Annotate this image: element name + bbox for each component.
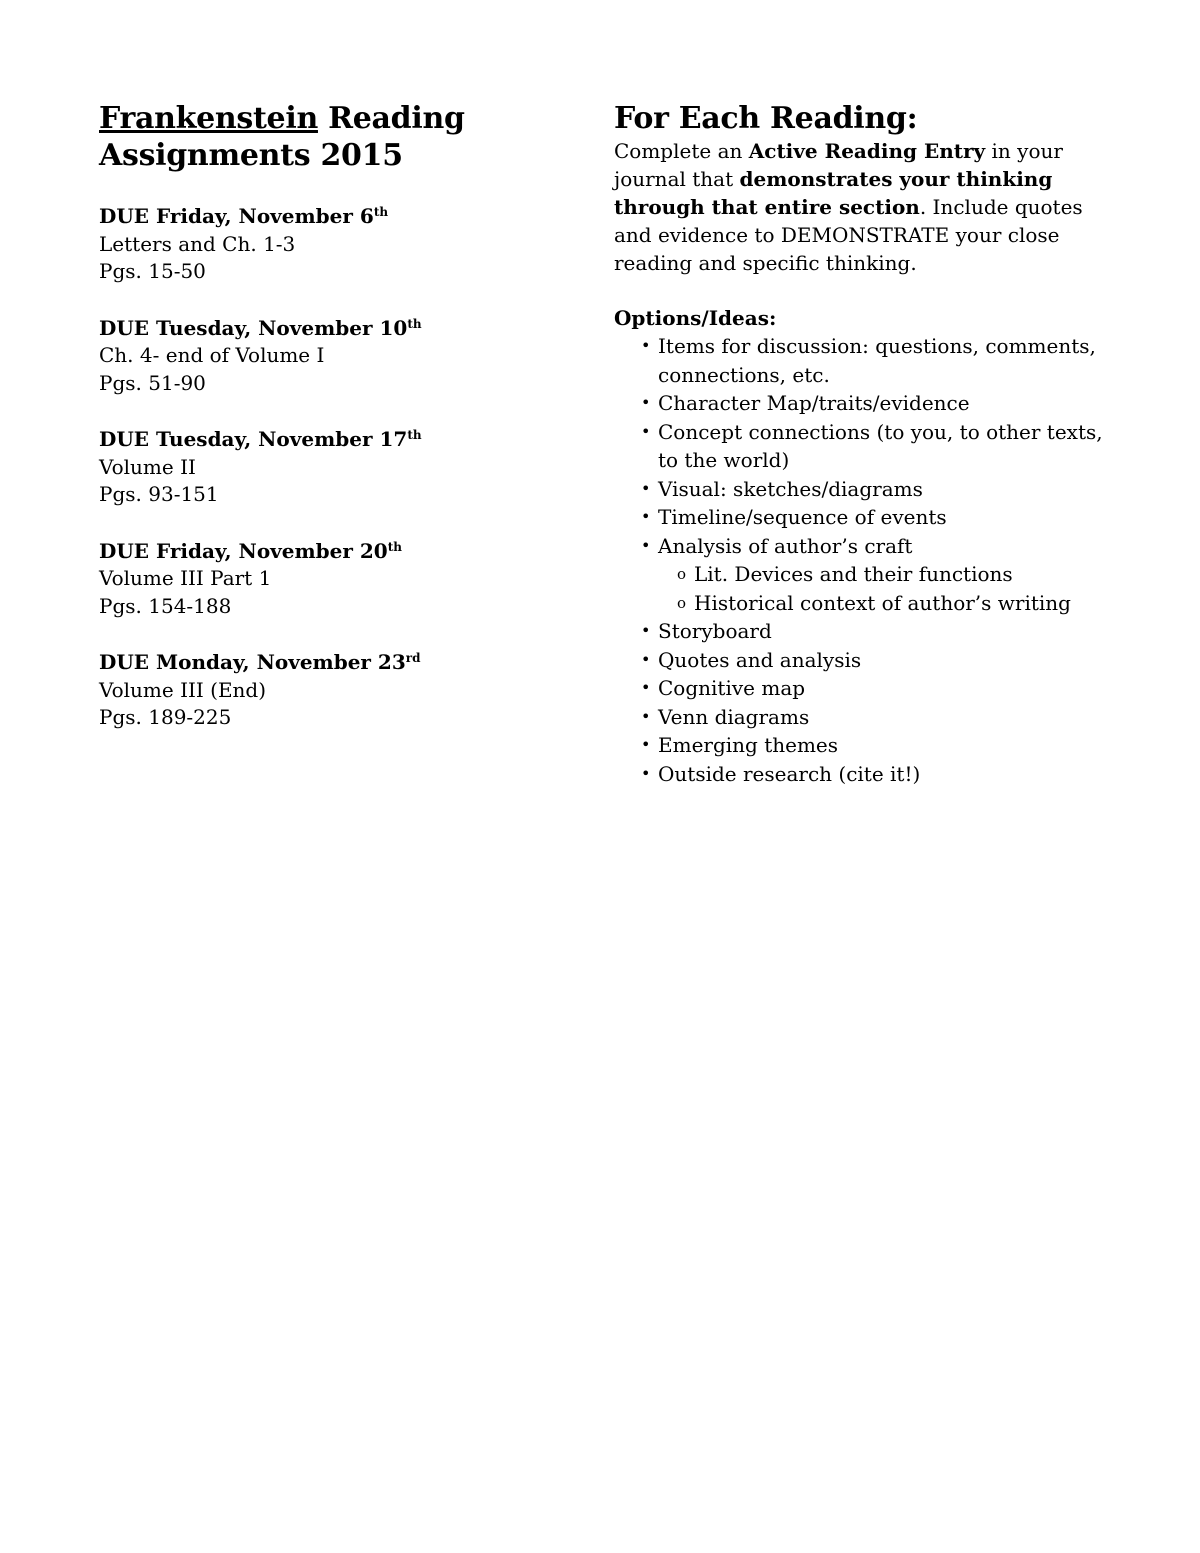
list-item: • Character Map/traits/evidence: [658, 389, 1114, 418]
due-date: DUE Monday, November 23rd: [99, 650, 421, 674]
document-title: [99, 100, 559, 174]
bullet-icon: •: [641, 763, 651, 783]
assignment-section: Volume II: [99, 454, 196, 479]
assignment-block: [99, 538, 559, 621]
list-item: • Visual: sketches/diagrams: [658, 475, 1114, 504]
assignment-section: Volume III (End): [99, 677, 267, 702]
list-item: • Timeline/sequence of events: [658, 503, 1114, 532]
instructions-intro: Complete an Active Reading Entry in your journal that demonstrates your thinking through that entire section. Include quotes and evidence to DEMONSTRATE your close reading and specific thinking.: [614, 139, 1083, 275]
bullet-icon: •: [641, 735, 651, 754]
list-item: • Concept connections (to you, to other texts, to the world): [641, 419, 1103, 472]
due-date: DUE Tuesday, November 17th: [99, 427, 422, 451]
circle-bullet-icon: o: [677, 593, 687, 612]
instructions-heading: For Each Reading:: [614, 101, 918, 136]
due-date: DUE Tuesday, November 10th: [99, 315, 422, 340]
list-item: • Storyboard: [658, 617, 1114, 646]
list-item: • Quotes and analysis: [658, 646, 1114, 675]
list-item: • Items for discussion: questions, comments, connections, etc.: [641, 334, 1096, 387]
bullet-icon: •: [641, 678, 651, 697]
assignment-section: Ch. 4- end of Volume I: [99, 343, 325, 367]
sub-list-item: o Lit. Devices and their functions: [694, 560, 1114, 589]
list-item: • Analysis of author’s craft o Lit. Devices and their functions o Historical context of author’s writing: [658, 532, 1114, 618]
title-book-name: Frankenstein: [99, 101, 318, 136]
list-item: • Venn diagrams: [658, 703, 1114, 732]
list-item: • Outside research (cite it!): [658, 760, 1114, 789]
bullet-icon: •: [641, 421, 651, 441]
assignment-block: [99, 203, 559, 286]
assignment-block: [99, 426, 559, 509]
bullet-icon: •: [641, 336, 651, 355]
assignment-pages: Pgs. 51-90: [99, 370, 206, 395]
bullet-icon: •: [641, 393, 651, 412]
sub-list-item: o Historical context of author’s writing: [694, 589, 1114, 618]
bullet-icon: •: [641, 649, 651, 669]
instructions-column: [614, 100, 1114, 788]
bullet-icon: •: [641, 507, 651, 526]
circle-bullet-icon: o: [677, 565, 687, 583]
assignments-column: [99, 100, 559, 732]
title-line2: Assignments 2015: [99, 138, 403, 173]
list-item: • Cognitive map: [658, 674, 1114, 703]
bullet-icon: •: [641, 478, 651, 498]
assignment-pages: Pgs. 154-188: [99, 593, 232, 618]
sub-options-list: [658, 560, 1114, 617]
assignment-block: [99, 649, 559, 732]
list-item: • Emerging themes: [658, 731, 1114, 760]
assignment-section: Letters and Ch. 1-3: [99, 231, 296, 256]
options-heading: Options/Ideas:: [614, 306, 777, 330]
assignment-section: Volume III Part 1: [99, 566, 272, 590]
assignment-pages: Pgs. 93-151: [99, 482, 219, 506]
bullet-icon: •: [641, 706, 651, 726]
bullet-icon: •: [641, 621, 651, 640]
title-rest: Reading: [317, 101, 465, 136]
assignment-pages: Pgs. 15-50: [99, 259, 206, 283]
assignment-pages: Pgs. 189-225: [99, 705, 232, 729]
bullet-icon: •: [641, 535, 651, 555]
assignment-block: [99, 315, 559, 398]
options-list: [614, 332, 1114, 788]
due-date: DUE Friday, November 6th: [99, 204, 389, 228]
due-date: DUE Friday, November 20th: [99, 538, 403, 563]
